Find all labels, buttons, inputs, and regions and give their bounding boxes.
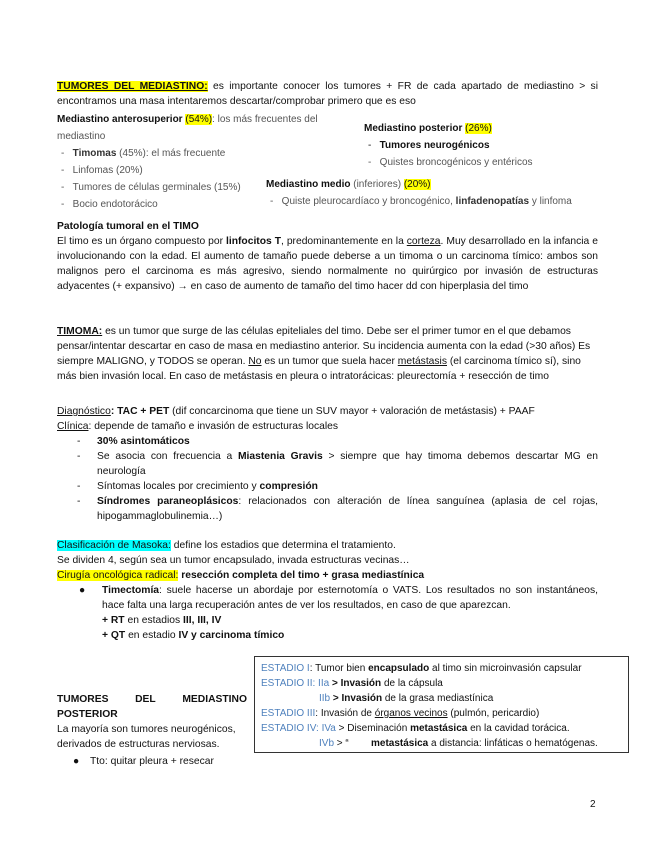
- masoka-line: Clasificación de Masoka: define los estadios que determina el tratamiento.: [57, 540, 396, 551]
- list-item: - Linfomas (20%): [61, 165, 143, 176]
- estadios-box: [254, 656, 629, 753]
- posterior-paragraph: La mayoría son tumores neurogénicos, derivados de estructuras nerviosas.: [57, 724, 236, 750]
- figure-medio: [266, 176, 606, 210]
- masoka-line2: Se dividen 4, según sea un tumor encapsulado, invada estructuras vecinas…: [57, 555, 410, 566]
- list-item: - Tumores neurogénicos: [368, 140, 490, 151]
- estadio-4: ESTADIO IV: IVa > Diseminación metastásica en la cavidad torácica.: [261, 723, 570, 734]
- diagnostico-section: [57, 404, 598, 524]
- estadio-3: ESTADIO III: Invasión de órganos vecinos (pulmón, pericardio): [261, 708, 540, 719]
- section-heading-2: POSTERIOR: [57, 709, 118, 720]
- clinica-line: Clínica: depende de tamaño e invasión de estructuras locales: [57, 421, 339, 432]
- figure-heading: Mediastino posterior (26%): [364, 123, 492, 134]
- estadio-2: ESTADIO II: IIa > Invasión de la cápsula: [261, 678, 443, 689]
- list-item: - Síntomas locales por crecimiento y compresión: [77, 481, 318, 492]
- list-item: - Bocio endotorácico: [61, 199, 158, 210]
- posterior-section: [57, 692, 247, 769]
- intro-paragraph: TUMORES DEL MEDIASTINO: es importante conocer los tumores + FR de cada apartado de mediastino > si encontramos una masa intentaremos descartar/comprobar primero que es eso: [57, 81, 598, 107]
- list-item: - Tumores de células germinales (15%): [61, 182, 241, 193]
- figure-posterior: [364, 120, 604, 171]
- timoma-title: TIMOMA:: [57, 326, 103, 337]
- clinica-list: [57, 434, 598, 524]
- estadio-2b: IIb > Invasión de la grasa mediastínica: [319, 693, 494, 704]
- figure-heading: Mediastino medio (inferiores) (20%): [266, 179, 431, 190]
- list-item: - Quiste pleurocardíaco y broncogénico, linfadenopatías y linfoma: [270, 196, 572, 207]
- section-title: TUMORES DEL MEDIASTINO:: [57, 81, 208, 92]
- list-item: ● Tto: quitar pleura + resecar: [73, 756, 214, 767]
- figure-heading: Mediastino anterosuperior (54%): los más frecuentes del mediastino: [57, 114, 318, 142]
- list-item: - 30% asintomáticos: [77, 436, 190, 447]
- list-item: - Se asocia con frecuencia a Miastenia Gravis > siempre que hay timoma debemos descartar MG en neurología: [77, 451, 598, 477]
- timectomia-item: ● Timectomía: suele hacerse un abordaje por esternotomía o VATS. Los resultados no son instantáneos, hace falta una larga recuperación antes de ver los resultados, en caso de que aparezcan.: [79, 585, 598, 611]
- list-item: - Síndromes paraneoplásicos: relacionados con alteración de línea sanguínea (aplasia de cel rojas, hipogammaglobulinemia…): [77, 496, 598, 522]
- page-number: 2: [590, 799, 596, 810]
- estadio-4b: IVb > “ metastásica a distancia: linfáticas o hematógenas.: [319, 738, 598, 749]
- estadio-1: ESTADIO I: Tumor bien encapsulado al timo sin microinvasión capsular: [261, 663, 582, 674]
- timo-section: [57, 219, 598, 294]
- masoka-section: [57, 538, 598, 643]
- list-item: - Timomas (45%): el más frecuente: [61, 148, 226, 159]
- section-heading: Patología tumoral en el TIMO: [57, 221, 199, 232]
- rt-line: + RT en estadios III, III, IV: [102, 615, 222, 626]
- list-item: - Quistes broncogénicos y entéricos: [368, 157, 533, 168]
- cirugia-line: Cirugía oncológica radical: resección completa del timo + grasa mediastínica: [57, 570, 425, 581]
- timo-paragraph: El timo es un órgano compuesto por linfocitos T, predominantemente en la corteza. Muy desarrollado en la infancia e involucionando con la edad. El aumento de tamaño puede deberse a un timoma o un carcinoma tímico: ambos son malignos pero el carcinoma es más agresivo, siendo normalmente no quirúrgico por invasión de estructuras adyacentes (+ expansivo) → en caso de aumento de tamaño del timo hacer dd con hiperplasia del timo: [57, 236, 598, 292]
- timoma-paragraph: TIMOMA: es un tumor que surge de las células epiteliales del timo. Debe ser el primer tumor en el que debamos pensar/intentar descartar en caso de masa en mediastino anterior. Su incidencia aumenta con la edad (>30 años) Es siempre MALIGNO, y TODOS se operan. No es un tumor que suela hacer metástasis (el carcinoma tímico sí), sino más bien invasión local. En caso de metástasis en pleura o intratorácicas: pleurectomía + resección de timo: [57, 326, 591, 382]
- section-heading: TUMORES DEL MEDIASTINO: [57, 694, 247, 705]
- diagnostico-line: Diagnóstico: TAC + PET (dif concarcinoma que tiene un SUV mayor + valoración de metástasis) + PAAF: [57, 406, 535, 417]
- qt-line: + QT en estadio IV y carcinoma tímico: [102, 630, 285, 641]
